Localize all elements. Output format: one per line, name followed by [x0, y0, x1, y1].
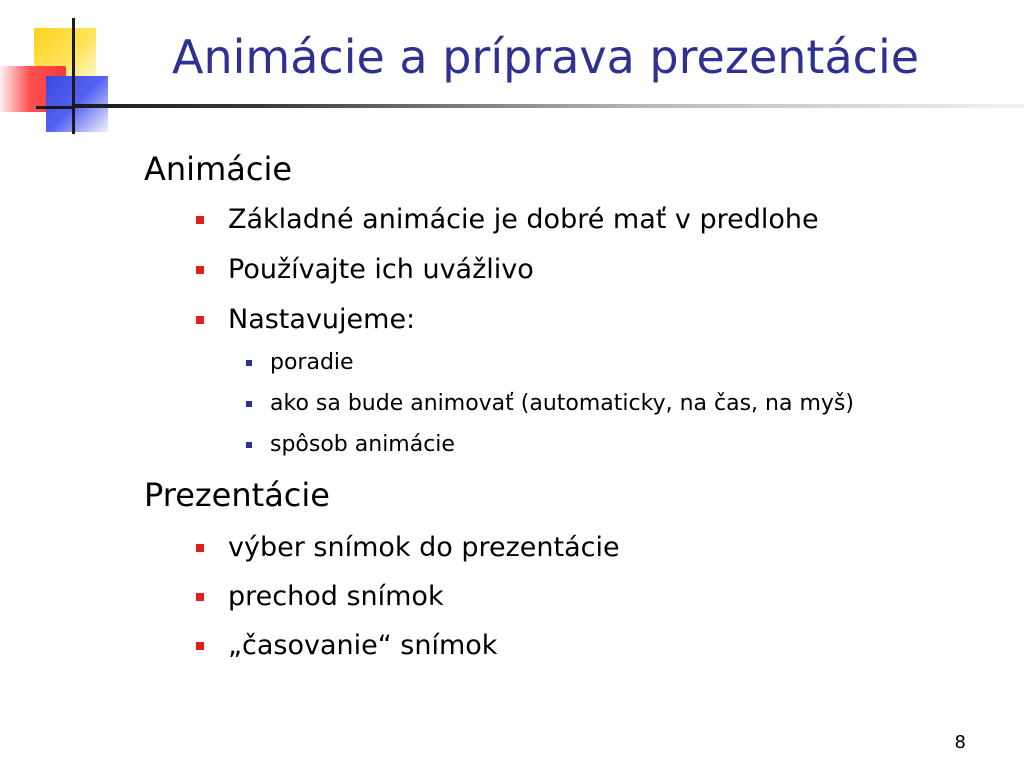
section-heading-animacie: Animácie	[144, 150, 293, 188]
red-square-bullet-icon	[196, 216, 204, 224]
page-number: 8	[954, 732, 966, 753]
section-heading-prezentacie: Prezentácie	[144, 476, 330, 514]
slide-title: Animácie a príprava prezentácie	[172, 30, 920, 84]
bullet-text: Základné animácie je dobré mať v predlohe	[228, 204, 819, 235]
sub-bullet-text: spôsob animácie	[270, 432, 455, 457]
red-square-bullet-icon	[196, 593, 204, 601]
bullet-text: prechod snímok	[228, 581, 444, 612]
blue-square-bullet-icon	[246, 360, 252, 366]
blue-square-bullet-icon	[246, 401, 252, 407]
red-square-bullet-icon	[196, 266, 204, 274]
red-square-bullet-icon	[196, 316, 204, 324]
bullet-text: Nastavujeme:	[228, 304, 416, 335]
sub-bullet-text: ako sa bude animovať (automaticky, na čas, na myš)	[270, 391, 854, 416]
bullet-text: „časovanie“ snímok	[228, 630, 498, 661]
red-square-bullet-icon	[196, 544, 204, 552]
bullet-text: výber snímok do prezentácie	[228, 532, 620, 563]
blue-square-bullet-icon	[246, 442, 252, 448]
bullet-text: Používajte ich uvážlivo	[228, 254, 534, 285]
sub-bullet-text: poradie	[270, 350, 354, 375]
red-square-bullet-icon	[196, 642, 204, 650]
